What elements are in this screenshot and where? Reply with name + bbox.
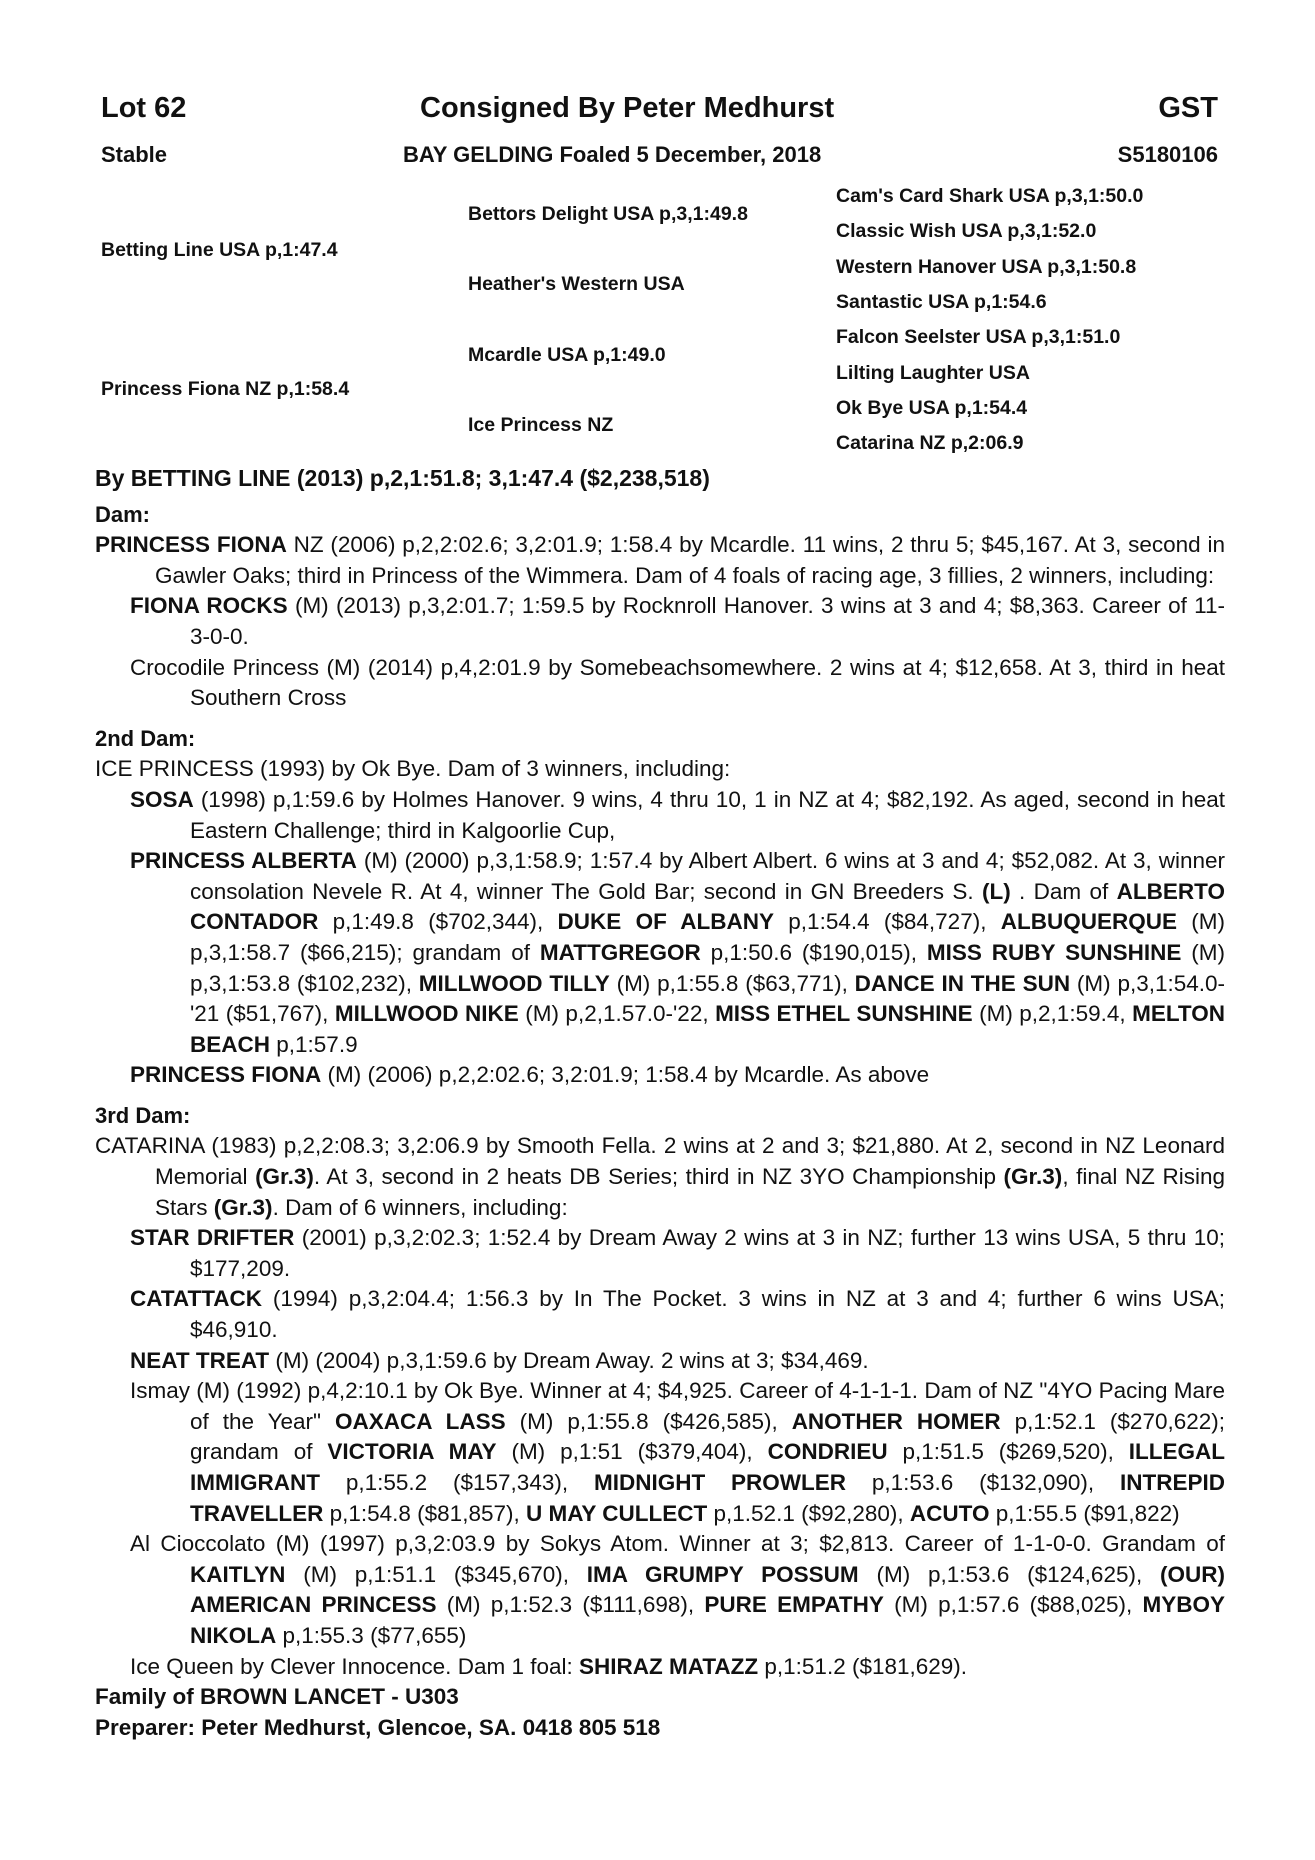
pedigree-gen2: Ice Princess NZ [468,414,614,436]
horse-name: SOSA [130,786,194,812]
preparer-line: Preparer: Peter Medhurst, Glencoe, SA. 0418 805 518 [95,1714,661,1740]
catalogue-body [95,463,1225,1743]
second-dam-entry: ICE PRINCESS (1993) by Ok Bye. Dam of 3 winners, including: [95,756,731,782]
progeny-entry: PRINCESS FIONA (M) (2006) p,2,2:02.6; 3,2:01.9; 1:58.4 by Mcardle. As above [130,1062,930,1088]
progeny-entry: Ice Queen by Clever Innocence. Dam 1 foal: SHIRAZ MATAZZ p,1:51.2 ($181,629). [130,1653,968,1679]
pedigree-gen3: Lilting Laughter USA [836,362,1030,384]
sire-line: By BETTING LINE (2013) p,2,1:51.8; 3,1:47.4 ($2,238,518) [95,465,710,491]
progeny-entry: NEAT TREAT (M) (2004) p,3,1:59.6 by Dream Away. 2 wins at 3; $34,469. [130,1347,869,1373]
progeny-entry: CATATTACK (1994) p,3,2:04.4; 1:56.3 by In The Pocket. 3 wins in NZ at 3 and 4; further 6 wins USA; $46,910. [130,1286,1225,1343]
horse-name: PRINCESS FIONA [95,532,287,558]
horse-id: S5180106 [1117,142,1218,167]
third-dam-heading: 3rd Dam: [95,1102,191,1128]
progeny-entry: Ismay (M) (1992) p,4,2:10.1 by Ok Bye. Winner at 4; $4,925. Career of 4-1-1-1. Dam of NZ "4YO Pacing Mare of the Year" OAXACA LASS (M) p,1:55.8 ($426,585), ANOTHER HOMER p,1:52.1 ($270,622); grandam of VICTORIA MAY (M) p,1:51 ($379,404), CONDRIEU p,1:51.5 ($269,520), ILLEGAL IMMIGRANT p,1:55.2 ($157,343), MIDNIGHT PROWLER p,1:53.6 ($132,090), INTREPID TRAVELLER p,1:54.8 ($81,857), U MAY CULLECT p,1.52.1 ($92,280), ACUTO p,1:55.5 ($91,822) [130,1378,1226,1526]
family-line: Family of BROWN LANCET - U303 [95,1684,459,1710]
pedigree-gen2: Bettors Delight USA p,3,1:49.8 [468,203,748,225]
stable-label: Stable [101,142,168,167]
pedigree-sire: Betting Line USA p,1:47.4 [101,239,338,261]
horse-name: STAR DRIFTER [130,1225,295,1251]
progeny-entry: SOSA (1998) p,1:59.6 by Holmes Hanover. 9 wins, 4 thru 10, 1 in NZ at 4; $82,192. As aged, second in heat Eastern Challenge; third in Kalgoorlie Cup, [130,786,1225,843]
pedigree-gen3: Western Hanover USA p,3,1:50.8 [836,256,1137,278]
horse-name: NEAT TREAT [130,1347,270,1373]
progeny-entry: FIONA ROCKS (M) (2013) p,3,2:01.7; 1:59.5 by Rocknroll Hanover. 3 wins at 3 and 4; $8,363. Career of 11-3-0-0. [130,593,1225,649]
pedigree-gen3: Cam's Card Shark USA p,3,1:50.0 [836,185,1144,207]
horse-name: PRINCESS ALBERTA [130,848,357,874]
pedigree-dam: Princess Fiona NZ p,1:58.4 [101,378,350,400]
horse-name: PRINCESS FIONA [130,1062,322,1088]
pedigree-gen2: Mcardle USA p,1:49.0 [468,344,666,366]
horse-name: FIONA ROCKS [130,593,288,619]
progeny-entry: Crocodile Princess (M) (2014) p,4,2:01.9 by Somebeachsomewhere. 2 wins at 4; $12,658. At 3, third in heat Southern Cross [130,654,1225,711]
progeny-entry: Al Cioccolato (M) (1997) p,3,2:03.9 by Sokys Atom. Winner at 3; $2,813. Career of 1-1-0-0. Grandam of KAITLYN (M) p,1:51.1 ($345,670), IMA GRUMPY POSSUM (M) p,1:53.6 ($124,625), (OUR) AMERICAN PRINCESS (M) p,1:52.3 ($111,698), PURE EMPATHY (M) p,1:57.6 ($88,025), MYBOY NIKOLA p,1:55.3 ($77,655) [130,1531,1226,1648]
progeny-entry: PRINCESS ALBERTA (M) (2000) p,3,1:58.9; 1:57.4 by Albert Albert. 6 wins at 3 and 4; $52,082. At 3, winner consolation Nevele R. At 4, winner The Gold Bar; second in GN Breeders S. (L) . Dam of ALBERTO CONTADOR p,1:49.8 ($702,344), DUKE OF ALBANY p,1:54.4 ($84,727), ALBUQUERQUE (M) p,3,1:58.7 ($66,215); grandam of MATTGREGOR p,1:50.6 ($190,015), MISS RUBY SUNSHINE (M) p,3,1:53.8 ($102,232), MILLWOOD TILLY (M) p,1:55.8 ($63,771), DANCE IN THE SUN (M) p,3,1:54.0-'21 ($51,767), MILLWOOD NIKE (M) p,2,1.57.0-'22, MISS ETHEL SUNSHINE (M) p,2,1:59.4, MELTON BEACH p,1:57.9 [130,848,1226,1057]
horse-description: BAY GELDING Foaled 5 December, 2018 [403,142,822,167]
consignor: Consigned By Peter Medhurst [420,92,835,124]
pedigree-gen3: Ok Bye USA p,1:54.4 [836,397,1028,419]
pedigree-gen3: Santastic USA p,1:54.6 [836,291,1047,313]
lot-number: Lot 62 [101,92,187,124]
progeny-entry: STAR DRIFTER (2001) p,3,2:02.3; 1:52.4 by Dream Away 2 wins at 3 in NZ; further 13 wins USA, 5 thru 10; $177,209. [130,1225,1225,1281]
pedigree-gen2: Heather's Western USA [468,273,685,295]
pedigree-gen3: Catarina NZ p,2:06.9 [836,432,1024,454]
dam-heading: Dam: [95,501,151,527]
horse-name: CATATTACK [130,1286,263,1312]
gst-label: GST [1158,92,1218,124]
dam-entry: PRINCESS FIONA NZ (2006) p,2,2:02.6; 3,2:01.9; 1:58.4 by Mcardle. 11 wins, 2 thru 5; $45,167. At 3, second in Gawler Oaks; third in Princess of the Wimmera. Dam of 4 foals of racing age, 3 fillies, 2 winners, including: [95,532,1226,588]
third-dam-entry: CATARINA (1983) p,2,2:08.3; 3,2:06.9 by Smooth Fella. 2 wins at 2 and 3; $21,880. At 2, second in NZ Leonard Memorial (Gr.3). At 3, second in 2 heats DB Series; third in NZ 3YO Championship (Gr.3), final NZ Rising Stars (Gr.3). Dam of 6 winners, including: [95,1133,1225,1220]
second-dam-heading: 2nd Dam: [95,725,196,751]
pedigree-gen3: Classic Wish USA p,3,1:52.0 [836,220,1097,242]
pedigree-gen3: Falcon Seelster USA p,3,1:51.0 [836,326,1121,348]
